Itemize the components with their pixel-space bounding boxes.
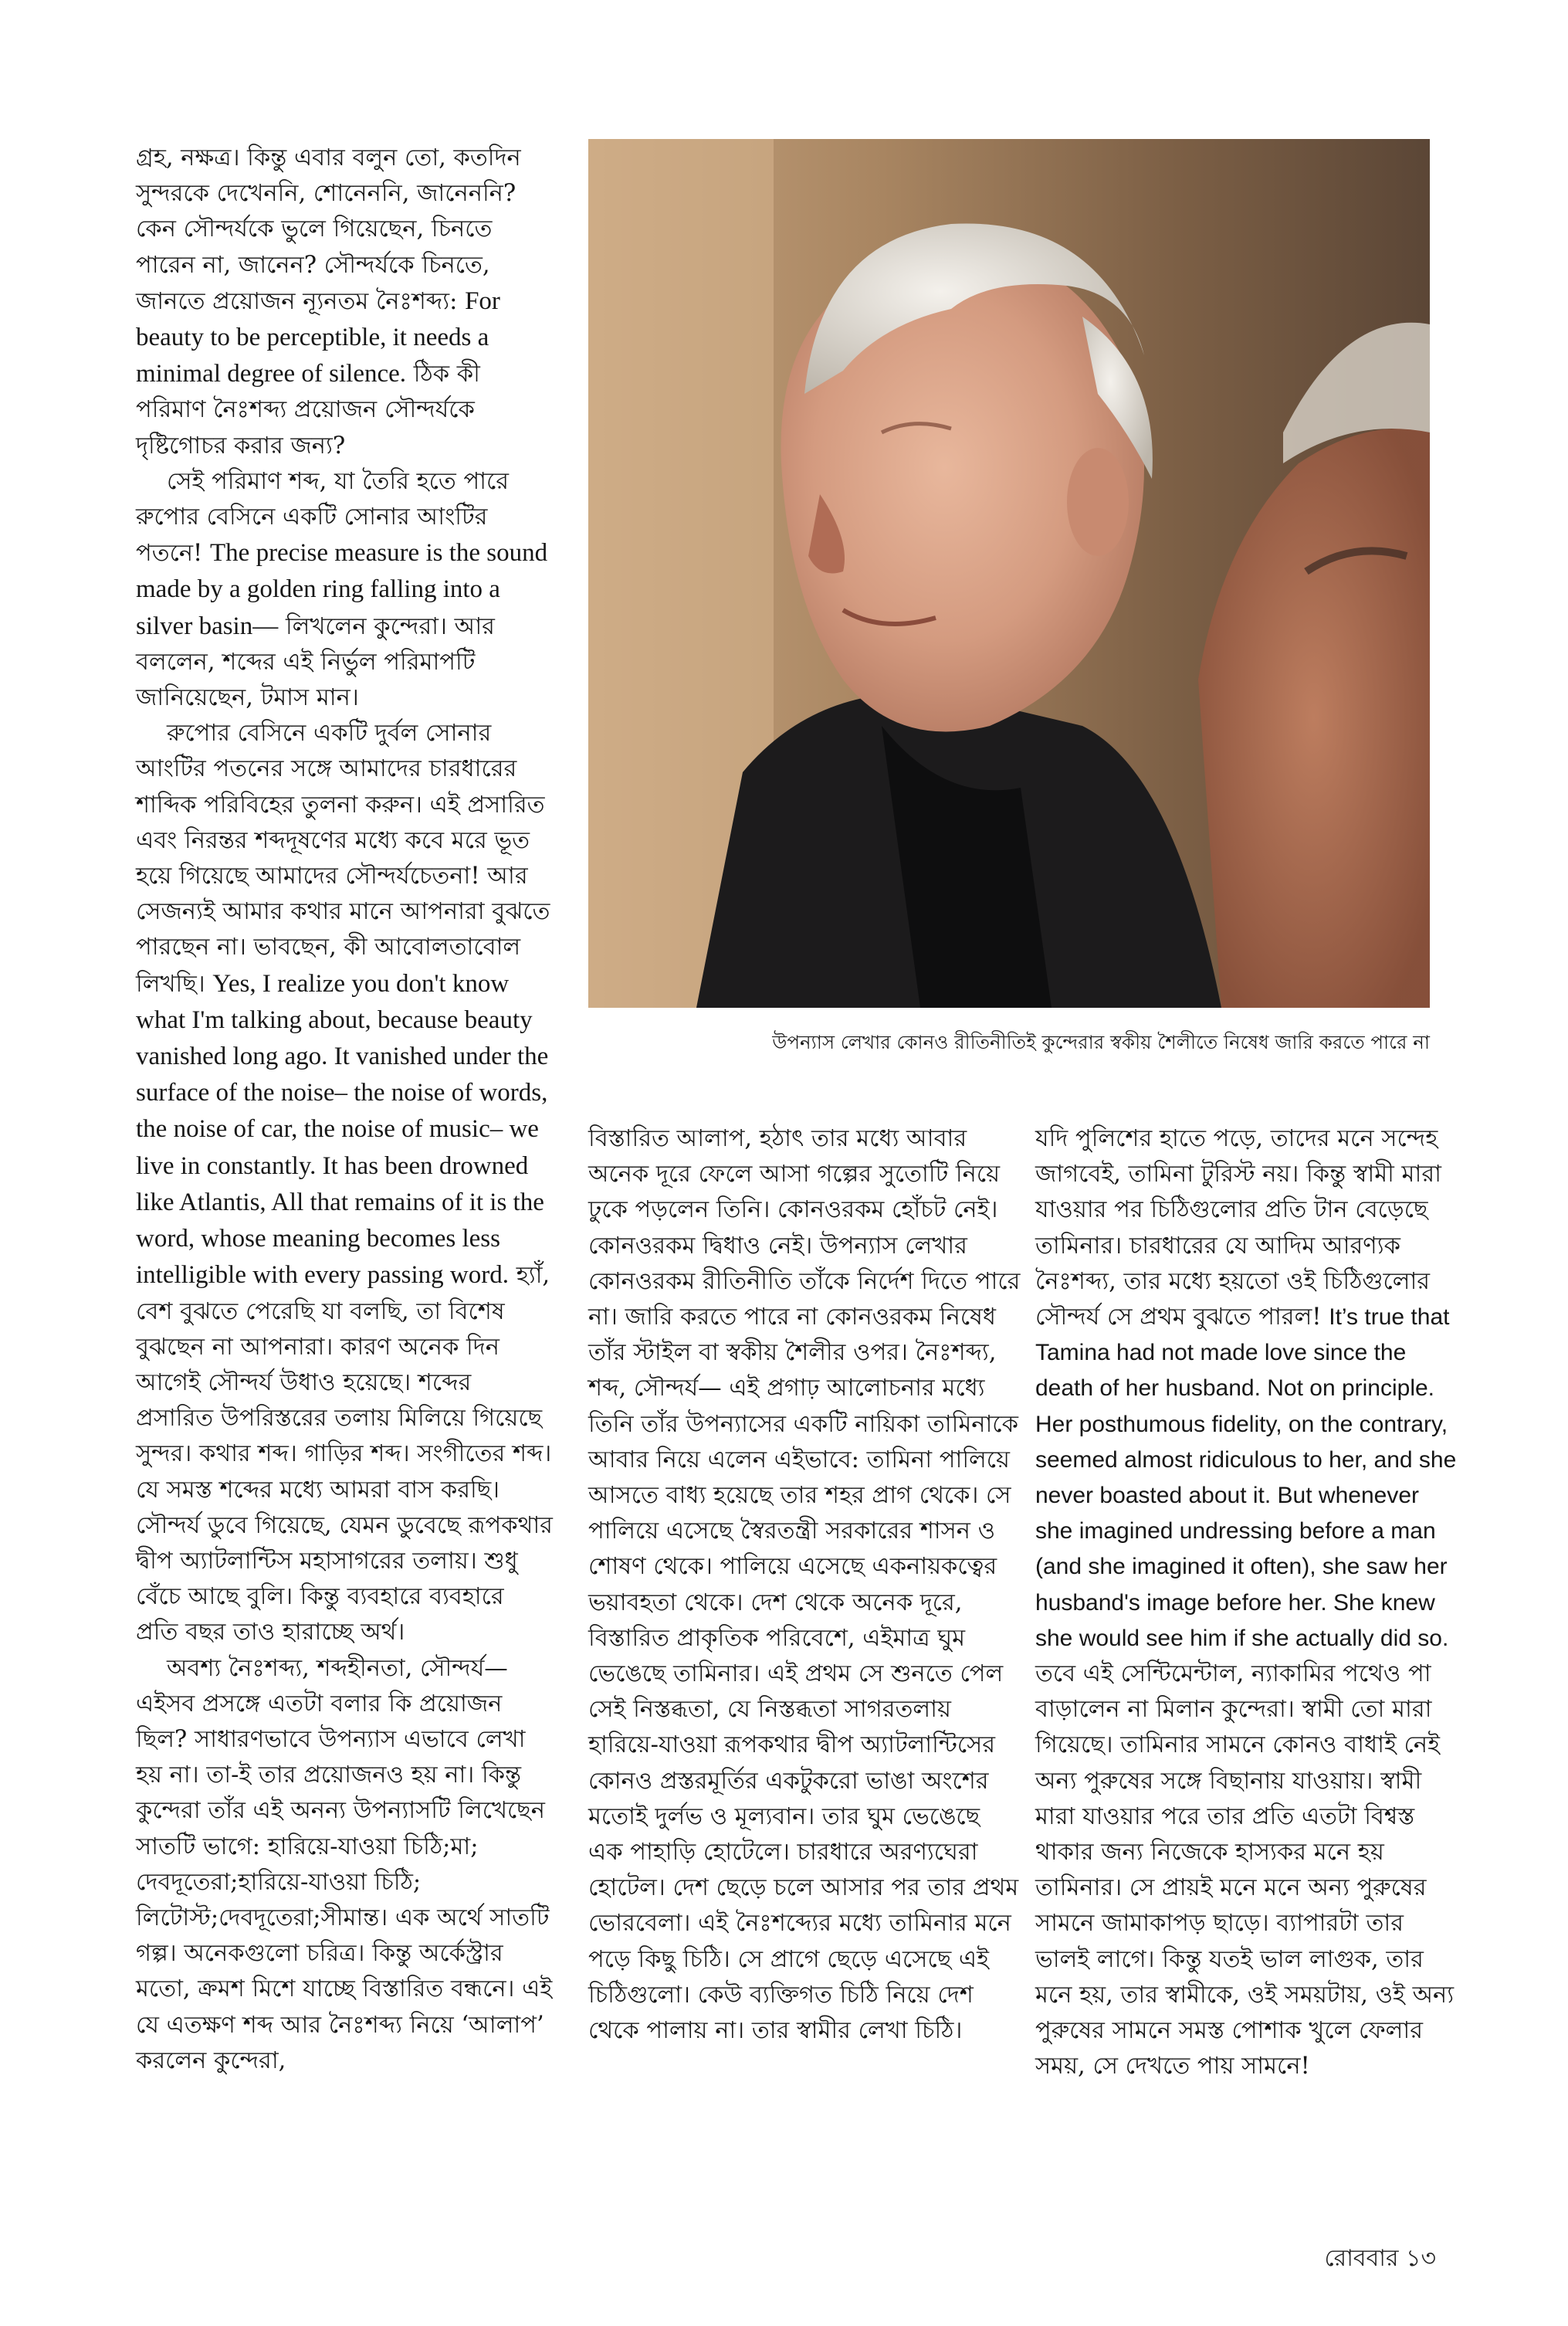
paragraph: রুপোর বেসিনে একটি দুর্বল সোনার আংটির পতনের সঙ্গে আমাদের চারধারের শাব্দিক পরিবিহের তুলনা করুন। এই প্রসারিত এবং নিরন্তর শব্দদূষণের মধ্যে কবে মরে ভূত হয়ে গিয়েছে আমাদের সৌন্দর্যচেতনা! আর সেজন্যই আমার কথার মানে আপনারা বুঝতে পারছেন না। ভাবছেন, কী আবোলতাবোল লিখছি। Yes, I realize you don't know what I'm talking about, because beauty vanished long ago. It vanished under the surface of the noise– the noise of words, the noise of car, the noise of music– we live in constantly. It has been drowned like Atlantis, All that remains of it is the word, whose meaning becomes less intelligible with every passing word. হ্যাঁ, বেশ বুঝতে পেরেছি যা বলছি, তা বিশেষ বুঝছেন না আপনারা। কারণ অনেক দিন আগেই সৌন্দর্য উধাও হয়েছে। শব্দের প্রসারিত উপরিস্তরের তলায় মিলিয়ে গিয়েছে সুন্দর। কথার শব্দ। গাড়ির শব্দ। সংগীতের শব্দ। যে সমস্ত শব্দের মধ্যে আমরা বাস করছি। সৌন্দর্য ডুবে গিয়েছে, যেমন ডুবেছে রূপকথার দ্বীপ অ্যাটলান্টিস মহাসাগরের তলায়। শুধু বেঁচে আছে বুলি। কিন্তু ব্যবহারে ব্যবহারে প্রতি বছর তাও হারাচ্ছে অর্থ। (136, 720, 553, 1646)
paragraph: গ্রহ, নক্ষত্র। কিন্তু এবার বলুন তো, কতদিন সুন্দরকে দেখেননি, শোনেননি, জানেননি? কেন সৌন্দর্যকে ভুলে গিয়েছেন, চিনতে পারেন না, জানেন? সৌন্দর্যকে চিনতে, জানতে প্রয়োজন ন্যূনতম নৈঃশব্দ্য: For beauty to be perceptible, it needs a minimal degree of silence. ঠিক কী পরিমাণ নৈঃশব্দ্য প্রয়োজন সৌন্দর্যকে দৃষ্টিগোচর করার জন্য? (136, 144, 521, 459)
paragraph: সেই পরিমাণ শব্দ, যা তৈরি হতে পারে রুপোর বেসিনে একটি সোনার আংটির পতনে! The precise measure is the sound made by a golden ring falling into a silver basin— লিখলেন কুন্দেরা। আর বললেন, শব্দের এই নির্ভুল পরিমাপটি জানিয়েছেন, টমাস মান। (136, 467, 548, 712)
paragraph: বিস্তারিত আলাপ, হঠাৎ তার মধ্যে আবার অনেক দূরে ফেলে আসা গল্পের সুতোটি নিয়ে ঢুকে পড়লেন তিনি। কোনওরকম হোঁচট নেই। কোনওরকম দ্বিধাও নেই। উপন্যাস লেখার কোনওরকম রীতিনীতি তাঁকে নির্দেশ দিতে পারে না। জারি করতে পারে না কোনওরকম নিষেধ তাঁর স্টাইল বা স্বকীয় শৈলীর ওপর। নৈঃশব্দ্য, শব্দ, সৌন্দর্য— এই প্রগাঢ় আলোচনার মধ্যে তিনি তাঁর উপন্যাসের একটি নায়িকা তামিনাকে আবার নিয়ে এলেন এইভাবে: তামিনা পালিয়ে আসতে বাধ্য হয়েছে তার শহর প্রাগ থেকে। সে পালিয়ে এসেছে স্বৈরতন্ত্রী সরকারের শাসন ও শোষণ থেকে। পালিয়ে এসেছে একনায়কত্বের ভয়াবহতা থেকে। দেশ থেকে অনেক দূরে, বিস্তারিত প্রাকৃতিক পরিবেশে, এইমাত্র ঘুম ভেঙেছে তামিনার। এই প্রথম সে শুনতে পেল সেই নিস্তব্ধতা, যে নিস্তব্ধতা সাগরতলায় হারিয়ে-যাওয়া রূপকথার দ্বীপ অ্যাটলান্টিসের কোনও প্রস্তরমূর্তির একটুকরো ভাঙা অংশের মতোই দুর্লভ ও মূল্যবান। তার ঘুম ভেঙেছে এক পাহাড়ি হোটেলে। চারধারে অরণ্যঘেরা হোটেল। দেশ ছেড়ে চলে আসার পর তার প্রথম ভোরবেলা। এই নৈঃশব্দ্যের মধ্যে তামিনার মনে পড়ে কিছু চিঠি। সে প্রাগে ছেড়ে এসেছে এই চিঠিগুলো। কেউ ব্যক্তিগত চিঠি নিয়ে দেশ থেকে পালায় না। তার স্বামীর লেখা চিঠি। (588, 1125, 1021, 2045)
paragraph: যদি পুলিশের হাতে পড়ে, তাদের মনে সন্দেহ জাগবেই, তামিনা টুরিস্ট নয়। কিন্তু স্বামী মারা যাওয়ার পর চিঠিগুলোর প্রতি টান বেড়েছে তামিনার। চারধারের যে আদিম আরণ্যক নৈঃশব্দ্য, তার মধ্যে হয়তো ওই চিঠিগুলোর সৌন্দর্য সে প্রথম বুঝতে পারল! It’s true that Tamina had not made love since the death of her husband. Not on principle. Her posthumous fidelity, on the contrary, seemed almost ridiculous to her, and she never boasted about it. But whenever she imagined undressing before a man (and she imagined it often), she saw her husband's image before her. She knew she would see him if she actually did so. তবে এই সেন্টিমেন্টাল, ন্যাকামির পথেও পা বাড়ালেন না মিলান কুন্দেরা। স্বামী তো মারা গিয়েছে। তামিনার সামনে কোনও বাধাই নেই অন্য পুরুষের সঙ্গে বিছানায় যাওয়ায়। স্বামী মারা যাওয়ার পরে তার প্রতি এতটা বিশ্বস্ত থাকার জন্য নিজেকে হাস্যকর মনে হয় তামিনার। সে প্রায়ই মনে মনে অন্য পুরুষের সামনে জামাকাপড় ছাড়ে। ব্যাপারটা তার ভালই লাগে। কিন্তু যতই ভাল লাগুক, তার মনে হয়, তার স্বামীকে, ওই সময়টায়, ওই অন্য পুরুষের সামনে সমস্ত পোশাক খুলে ফেলার সময়, সে দেখতে পায় সামনে! (1035, 1125, 1457, 2080)
article-column-1 (136, 141, 553, 2079)
article-column-3 (1035, 1121, 1461, 2084)
page-folio: রোববার ১৩ (1324, 2245, 1436, 2272)
author-photo (588, 139, 1430, 1008)
article-column-2 (588, 1121, 1021, 2049)
paragraph: অবশ্য নৈঃশব্দ্য, শব্দহীনতা, সৌন্দর্য— এইসব প্রসঙ্গে এতটা বলার কি প্রয়োজন ছিল? সাধারণভাবে উপন্যাস এভাবে লেখা হয় না। তা-ই তার প্রয়োজনও হয় না। কিন্তু কুন্দেরা তাঁর এই অনন্য উপন্যাসটি লিখেছেন সাতটি ভাগে: হারিয়ে-যাওয়া চিঠি;মা; দেবদূতেরা;হারিয়ে-যাওয়া চিঠি; লিটোস্ট;দেবদূতেরা;সীমান্ত। এক অর্থে সাতটি গল্প। অনেকগুলো চরিত্র। কিন্তু অর্কেস্ট্রার মতো, ক্রমশ মিশে যাচ্ছে বিস্তারিত বন্ধনে। এই যে এতক্ষণ শব্দ আর নৈঃশব্দ্য নিয়ে ‘আলাপ’ করলেন কুন্দেরা, (136, 1654, 553, 2074)
photo-caption: উপন্যাস লেখার কোনও রীতিনীতিই কুন্দেরার স্বকীয় শৈলীতে নিষেধ জারি করতে পারে না (772, 1031, 1430, 1053)
